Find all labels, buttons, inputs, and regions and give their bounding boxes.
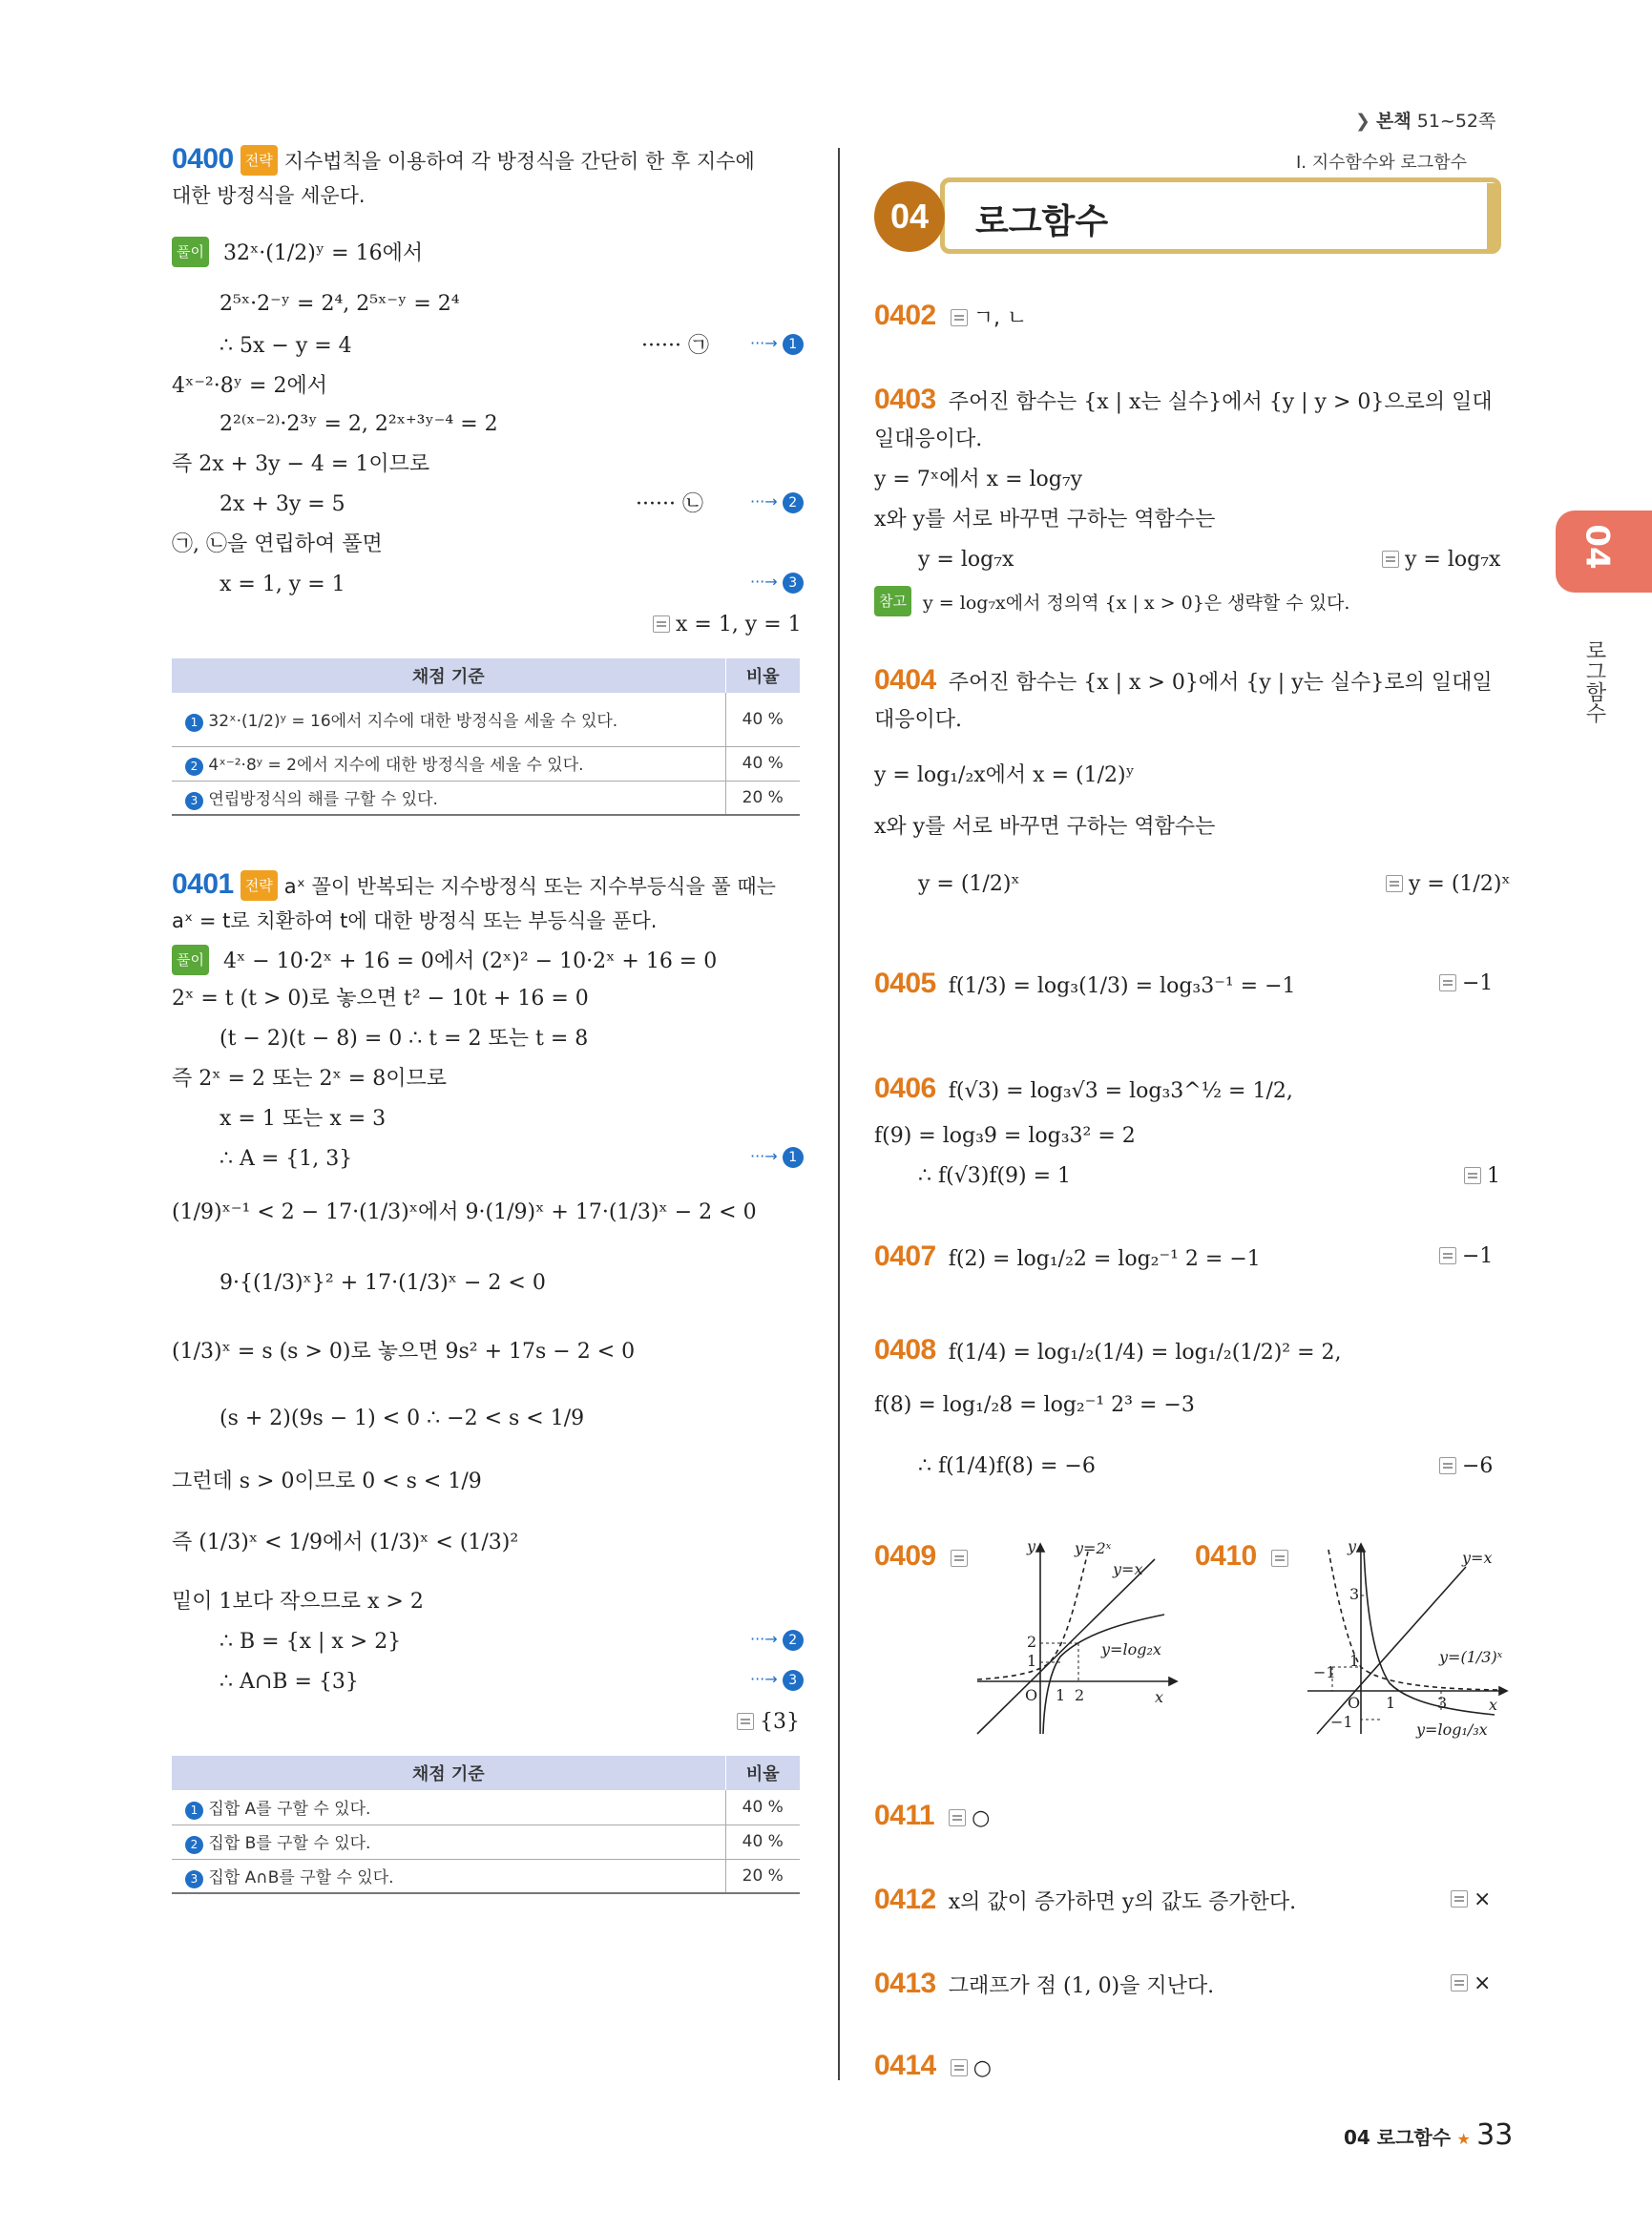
step-1-marker: ···→ 1 [750,1147,804,1168]
problem-number: 0404 [874,664,936,696]
answer-icon [653,615,670,633]
answer-icon [737,1713,754,1730]
svg-text:1: 1 [1056,1686,1066,1704]
problem-number: 0409 [874,1540,936,1572]
answer: × [1451,1886,1491,1914]
section-title: I. 지수함수와 로그함수 [1296,153,1467,173]
problem-0406: 0406 f(√3) = log₃√3 = log₃3^½ = 1/2, [874,1073,1293,1104]
problem-number: 0411 [874,1800,935,1831]
label-ylog2x: y=log₂x [1101,1640,1161,1658]
page-reference: ❯ 본책 51~52쪽 [1355,111,1496,132]
problem-number: 0408 [874,1334,936,1366]
answer: 1 [1464,1162,1500,1191]
star-icon: ★ [1456,2130,1471,2148]
answer-icon [1439,974,1456,991]
side-tab-number: 04 [1578,524,1617,570]
page-number: 33 [1476,2118,1514,2152]
label-yx: y=x [1462,1549,1493,1567]
problem-number: 0412 [874,1884,936,1915]
svg-text:O: O [1025,1686,1038,1704]
problem-number: 0403 [874,384,936,415]
svg-text:2: 2 [1027,1633,1037,1651]
svg-text:1: 1 [1349,1652,1360,1670]
curve-log-one-third-x [1364,1550,1498,1715]
answer-icon [949,1809,966,1826]
strategy-tag: 전략 [240,145,278,176]
svg-text:y: y [1348,1538,1357,1555]
svg-text:−1: −1 [1330,1713,1353,1731]
label-ylog: y=log₁/₃x [1416,1720,1488,1739]
problem-0400-header: 0400 전략 지수법칙을 이용하여 각 방정식을 간단히 한 후 지수에 [172,143,755,175]
side-tab-label: 로그함수 [1582,639,1606,723]
label-y2x: y=2ˣ [1075,1539,1112,1557]
x-axis-arrow [1169,1678,1177,1685]
problem-number: 0413 [874,1968,936,1999]
problem-0404: 0404 주어진 함수는 {x | x > 0}에서 {y | y는 실수}로의 일대일 [874,664,1493,696]
step-2-marker: ···→ 2 [750,492,804,513]
graph-0410 [1304,1538,1514,1758]
problem-0410 [1195,1542,1294,1574]
step-3-marker: ···→ 3 [750,573,804,594]
problem-0411: 0411 ○ [874,1800,991,1831]
svg-text:1: 1 [1027,1652,1037,1670]
problem-0402: 0402 ㄱ, ㄴ [874,300,1028,331]
problem-0405: 0405 f(1/3) = log₃(1/3) = log₃3⁻¹ = −1 [874,968,1296,999]
chapter-side-tab[interactable] [1556,511,1652,593]
solution-line: 풀이 32ˣ·(1/2)ʸ = 16에서 [172,237,423,268]
answer-icon [951,309,968,326]
problem-0413: 0413 그래프가 점 (1, 0)을 지난다. [874,1968,1215,1999]
svg-text:2: 2 [1075,1686,1085,1704]
solution-tag: 풀이 [172,945,209,975]
label-yx: y=x [1113,1560,1143,1578]
page-footer: 04 로그함수 ★ 33 [1344,2118,1514,2152]
answer-icon [951,1550,968,1567]
svg-text:x: x [1155,1688,1164,1706]
column-divider [838,148,840,2080]
answer: y = (1/2)ˣ [1386,870,1511,899]
chapter-title-accent [1487,183,1498,250]
label-y-one-third-x: y=(1/3)ˣ [1439,1648,1503,1666]
problem-number: 0401 [172,868,234,900]
answer-icon [951,2059,968,2076]
problem-number: 0400 [172,143,234,175]
answer: −1 [1439,970,1493,998]
note-tag: 참고 [874,586,911,616]
svg-text:3: 3 [1437,1694,1448,1712]
step-2-marker: ···→ 2 [750,1630,804,1651]
x-axis-arrow [1499,1687,1507,1695]
problem-number: 0405 [874,968,936,999]
problem-0414: 0414 ○ [874,2050,992,2081]
y-axis-arrow [1036,1544,1044,1552]
problem-number: 0414 [874,2050,936,2081]
answer-icon [1439,1457,1456,1474]
svg-text:−1: −1 [1313,1663,1336,1681]
chapter-title: 로그함수 [975,202,1109,241]
curve-log2x [1043,1615,1164,1734]
problem-number: 0410 [1195,1540,1257,1572]
graph-0409 [973,1538,1193,1741]
answer-icon [1382,551,1399,568]
chapter-number: 04 [874,181,945,252]
note: 참고 y = log₇x에서 정의역 {x | x > 0}은 생략할 수 있다. [874,586,1349,617]
step-1-marker: ···→ 1 [750,334,804,355]
svg-text:x: x [1489,1696,1498,1714]
answer: y = log₇x [1382,546,1500,574]
problem-0408: 0408 f(1/4) = log₁/₂(1/4) = log₁/₂(1/2)² = 2, [874,1334,1342,1366]
problem-0403: 0403 주어진 함수는 {x | x는 실수}에서 {y | y > 0}으로의 일대 [874,384,1493,415]
answer-icon [1451,1890,1468,1908]
scoring-table-0401: 채점 기준 비율 1 집합 A를 구할 수 있다. 40 % 2 집합 B를 구할 수 있다. 40 % 3 집합 A∩B를 구할 수 있다. 20 % [172,1756,800,1894]
answer: x = 1, y = 1 [653,611,802,639]
problem-0412: 0412 x의 값이 증가하면 y의 값도 증가한다. [874,1884,1297,1915]
scoring-table-0400: 채점 기준 비율 1 32ˣ·(1/2)ʸ = 16에서 지수에 대한 방정식을 세울 수 있다. 40 % 2 4ˣ⁻²·8ʸ = 2에서 지수에 대한 방정식을 세울 수 있다. 40 % 3 연립방정식의 해를 구할 수 있다. 20 % [172,658,800,816]
problem-number: 0406 [874,1073,936,1104]
answer: −6 [1439,1452,1493,1481]
answer: × [1451,1970,1491,1998]
answer-icon [1439,1247,1456,1264]
strategy-tag: 전략 [240,870,278,901]
svg-text:O: O [1348,1694,1361,1712]
problem-0409 [874,1542,973,1574]
svg-text:3: 3 [1349,1585,1360,1603]
svg-text:y: y [1027,1538,1036,1555]
problem-number: 0402 [874,300,936,331]
answer-icon [1451,1974,1468,1991]
chevron-right-icon: ❯ [1355,111,1370,132]
problem-number: 0407 [874,1241,936,1272]
problem-0407: 0407 f(2) = log₁/₂2 = log₂⁻¹ 2 = −1 [874,1241,1261,1272]
step-3-marker: ···→ 3 [750,1670,804,1691]
svg-text:1: 1 [1386,1694,1396,1712]
answer-icon [1464,1167,1481,1184]
problem-0401-header: 0401 전략 aˣ 꼴이 반복되는 지수방정식 또는 지수부등식을 풀 때는 [172,868,776,900]
answer-icon [1271,1550,1288,1567]
solution-tag: 풀이 [172,237,209,267]
answer: −1 [1439,1242,1493,1271]
answer-icon [1386,875,1403,892]
answer: {3} [737,1708,800,1737]
